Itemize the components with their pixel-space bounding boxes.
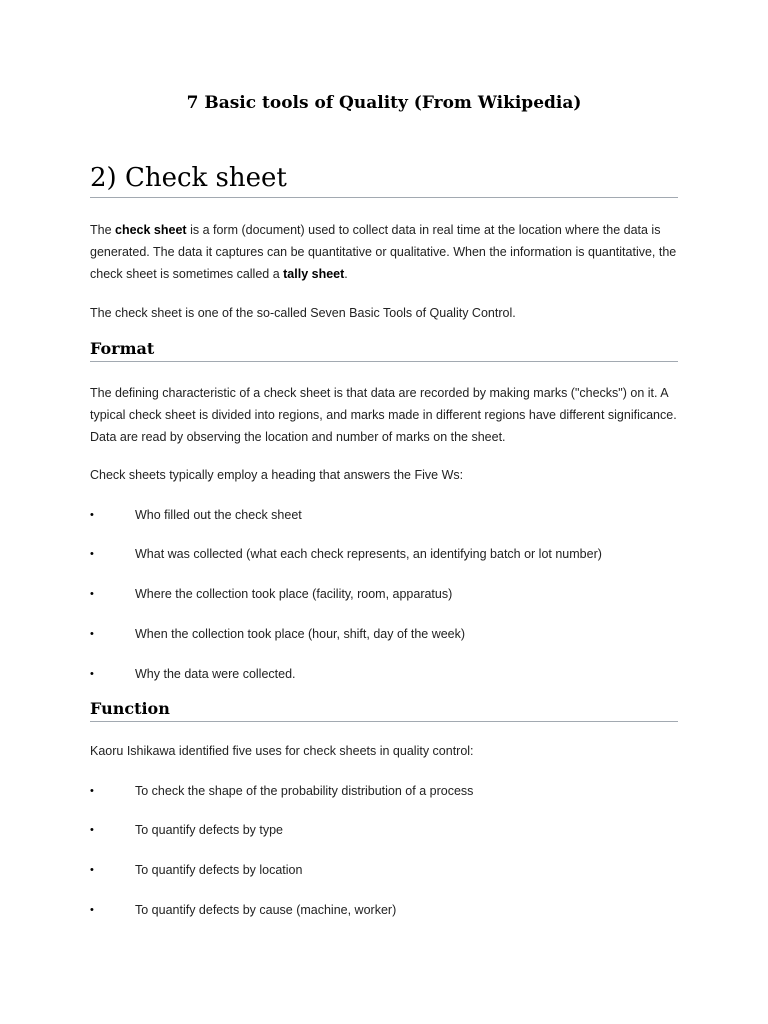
bullet-icon: • [90, 904, 94, 916]
intro-mid: is a form (document) used to collect data in real time at the location where the data is generated. The data it captures can be quantitative or qualitative. When the information is quantitative, the check sheet is sometimes called a [90, 223, 677, 281]
bullet-icon: • [90, 588, 94, 600]
list-item-text: To check the shape of the probability distribution of a process [135, 784, 474, 798]
section-heading-check-sheet: 2) Check sheet [90, 163, 678, 198]
list-item-text: To quantify defects by type [135, 823, 284, 837]
intro-end: . [344, 267, 348, 281]
format-paragraph-2: Check sheets typically employ a heading that answers the Five Ws: [90, 468, 464, 482]
bullet-icon: • [90, 628, 94, 640]
list-item-text: To quantify defects by cause (machine, worker) [135, 903, 397, 917]
intro-lead: The [90, 223, 116, 237]
list-item-text: When the collection took place (hour, shift, day of the week) [135, 627, 466, 641]
bullet-icon: • [90, 824, 94, 836]
bullet-icon: • [90, 668, 94, 680]
function-paragraph-1: Kaoru Ishikawa identified five uses for check sheets in quality control: [90, 744, 474, 758]
document-title: 7 Basic tools of Quality (From Wikipedia) [186, 93, 582, 113]
bullet-icon: • [90, 864, 94, 876]
subheading-function: Function [90, 699, 678, 722]
list-item-text: To quantify defects by location [135, 863, 303, 877]
format-paragraph-1: The defining characteristic of a check sheet is that data are recorded by making marks ("checks") on it. A typical check sheet is divided into regions, and marks made in different regions have different significance. Data are read by observing the location and number of marks on the sheet. [90, 386, 677, 444]
bullet-icon: • [90, 785, 94, 797]
bullet-icon: • [90, 509, 94, 521]
intro-paragraph [90, 219, 680, 285]
intro-paragraph-2: The check sheet is one of the so-called Seven Basic Tools of Quality Control. [90, 306, 516, 320]
list-item-text: Who filled out the check sheet [135, 508, 302, 522]
list-item-text: Why the data were collected. [135, 667, 296, 681]
term-check-sheet: check sheet [115, 223, 187, 237]
subheading-format: Format [90, 339, 678, 362]
list-item-text: Where the collection took place (facility, room, apparatus) [135, 587, 453, 601]
term-tally-sheet: tally sheet [283, 267, 345, 281]
list-item-text: What was collected (what each check represents, an identifying batch or lot number) [135, 547, 602, 561]
bullet-icon: • [90, 548, 94, 560]
